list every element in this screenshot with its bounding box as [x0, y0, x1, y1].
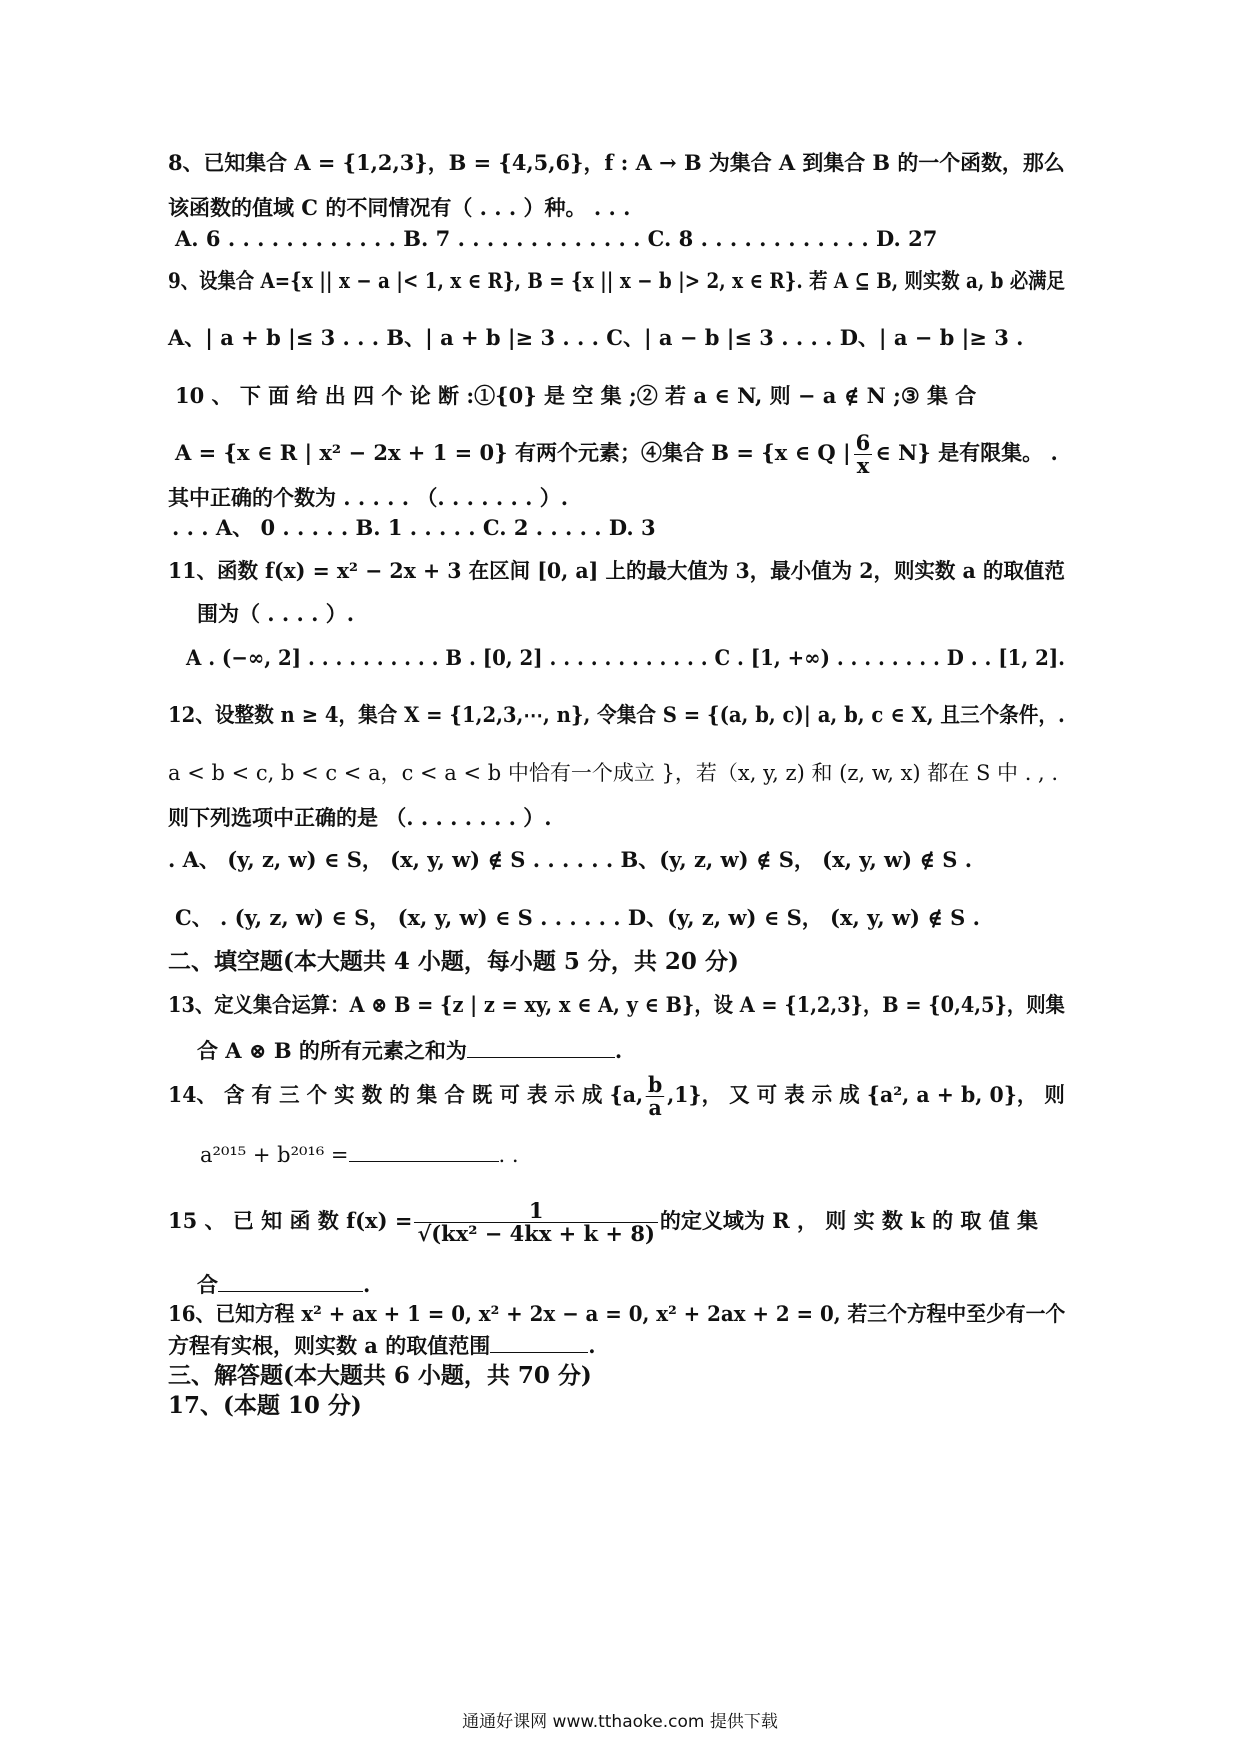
q8-options: A. 6 . . . . . . . . . . . . B. 7 . . . . . . . . . . . . . C. 8 . . . . . . . . . . . . D. 27	[175, 226, 938, 251]
q15-stem-line2	[197, 1270, 370, 1300]
q12-options-ab: . A、 (y, z, w) ∈ S， (x, y, w) ∉ S . . . . . . B、(y, z, w) ∉ S， (x, y, w) ∉ S .	[168, 847, 973, 872]
q14-stem-line2	[200, 1140, 519, 1170]
q10-options: . . . A、 0 . . . . . B. 1 . . . . . C. 2 . . . . . D. 3	[172, 515, 656, 540]
q8-stem-line1: 8、已知集合 A = {1,2,3}，B = {4,5,6}，f : A → B 为集合 A 到集合 B 的一个函数，那么	[168, 150, 1065, 175]
q16-stem-line1: 16、已知方程 x² + ax + 1 = 0, x² + 2x − a = 0, x² + 2ax + 2 = 0, 若三个方程中至少有一个	[168, 1301, 1066, 1326]
q16-line2-end: .	[588, 1333, 596, 1358]
q15-frac-den: √(kx² − 4kx + k + 8)	[414, 1222, 657, 1245]
q14-frac-den: a	[646, 1096, 665, 1119]
q16-stem-line2	[168, 1331, 596, 1361]
q12-stem-line2: a < b < c, b < c < a，c < a < b 中恰有一个成立 }，若（x, y, z) 和 (z, w, x) 都在 S 中 . , .	[168, 761, 1059, 785]
q9-stem: 9、设集合 A={x || x − a |< 1, x ∈ R}, B = {x || x − b |> 2, x ∈ R}. 若 A ⊆ B, 则实数 a, b 必满足	[168, 268, 1065, 293]
q15-answer-blank[interactable]	[218, 1271, 363, 1292]
q13-line2-text: 合 A ⊗ B 的所有元素之和为	[197, 1038, 467, 1063]
q10-stem-line2	[175, 430, 1058, 477]
q14-fraction	[645, 1074, 665, 1119]
q12-stem-line1: 12、设整数 n ≥ 4，集合 X = {1,2,3,⋯, n}, 令集合 S = {(a, b, c)| a, b, c ∈ X, 且三个条件，.	[168, 702, 1065, 727]
q16-line2-text: 方程有实根，则实数 a 的取值范围	[168, 1333, 491, 1358]
q15-line1-post: 的定义域为 R ， 则 实 数 k 的 取 值 集	[659, 1208, 1039, 1233]
q12-options-cd: C、 . (y, z, w) ∈ S， (x, y, w) ∈ S . . . . . . D、(y, z, w) ∈ S， (x, y, w) ∉ S .	[175, 905, 980, 930]
q10-stem-line3: 其中正确的个数为 . . . . . （. . . . . . . ）.	[168, 485, 569, 510]
q10-frac-den: x	[854, 454, 873, 477]
q11-stem-line2: 围为（ . . . . ）.	[197, 601, 355, 626]
q10-line2-post: ∈ N} 是有限集。 .	[875, 440, 1058, 465]
section3-heading: 三、解答题(本大题共 6 小题，共 70 分)	[168, 1362, 592, 1389]
q15-line1-pre: 15 、 已 知 函 数 f(x) =	[168, 1208, 413, 1233]
q10-line2-pre: A = {x ∈ R | x² − 2x + 1 = 0} 有两个元素；④集合 B = {x ∈ Q |	[175, 440, 851, 465]
q16-answer-blank[interactable]	[490, 1332, 588, 1353]
q15-stem-line1	[168, 1196, 1038, 1246]
q17-heading: 17、(本题 10 分)	[168, 1392, 362, 1419]
q13-line2-end: .	[614, 1038, 623, 1063]
q13-stem-line2	[197, 1036, 622, 1066]
q11-options: A . (−∞, 2] . . . . . . . . . . B . [0, 2] . . . . . . . . . . . . C . [1, +∞) . . . . . . . . D . . [1, 2].	[186, 645, 1066, 670]
q14-line2-text: a²⁰¹⁵ + b²⁰¹⁶ =	[200, 1143, 349, 1167]
q8-stem-line2: 该函数的值域 C 的不同情况有（ . . . ）种。 . . .	[168, 195, 631, 220]
q14-stem-line1	[168, 1072, 1065, 1119]
q15-fraction	[414, 1200, 657, 1245]
q15-frac-num: 1	[528, 1198, 544, 1223]
q14-answer-blank[interactable]	[349, 1141, 499, 1162]
q11-stem-line1: 11、函数 f(x) = x² − 2x + 3 在区间 [0, a] 上的最大值为 3，最小值为 2，则实数 a 的取值范	[168, 558, 1065, 583]
q14-line2-end: . .	[498, 1143, 519, 1167]
q14-line1-post: ,1}， 又 可 表 示 成 {a², a + b, 0}， 则	[667, 1082, 1065, 1107]
q12-stem-line3: 则下列选项中正确的是 （. . . . . . . . ）.	[168, 805, 552, 830]
q10-fraction	[853, 432, 874, 477]
q14-line1-pre: 14、 含 有 三 个 实 数 的 集 合 既 可 表 示 成 {a,	[168, 1082, 644, 1107]
section2-heading: 二、填空题(本大题共 4 小题，每小题 5 分，共 20 分)	[168, 948, 739, 975]
q13-stem-line1: 13、定义集合运算：A ⊗ B = {z | z = xy, x ∈ A, y ∈ B}，设 A = {1,2,3}，B = {0,4,5}，则集	[168, 992, 1065, 1017]
q13-answer-blank[interactable]	[467, 1037, 615, 1058]
q14-frac-num: b	[647, 1072, 663, 1097]
q15-line2-end: .	[363, 1272, 371, 1297]
q10-frac-num: 6	[855, 430, 871, 455]
q10-stem-line1: 10 、 下 面 给 出 四 个 论 断 :①{0} 是 空 集 ;② 若 a ∈ N, 则 − a ∉ N ;③ 集 合	[175, 383, 977, 408]
page-footer: 通通好课网 www.tthaoke.com 提供下载	[462, 1712, 778, 1732]
q15-line2-text: 合	[197, 1272, 218, 1297]
q9-options: A、| a + b |≤ 3 . . . B、| a + b |≥ 3 . . . C、| a − b |≤ 3 . . . . D、| a − b |≥ 3 .	[168, 325, 1024, 350]
